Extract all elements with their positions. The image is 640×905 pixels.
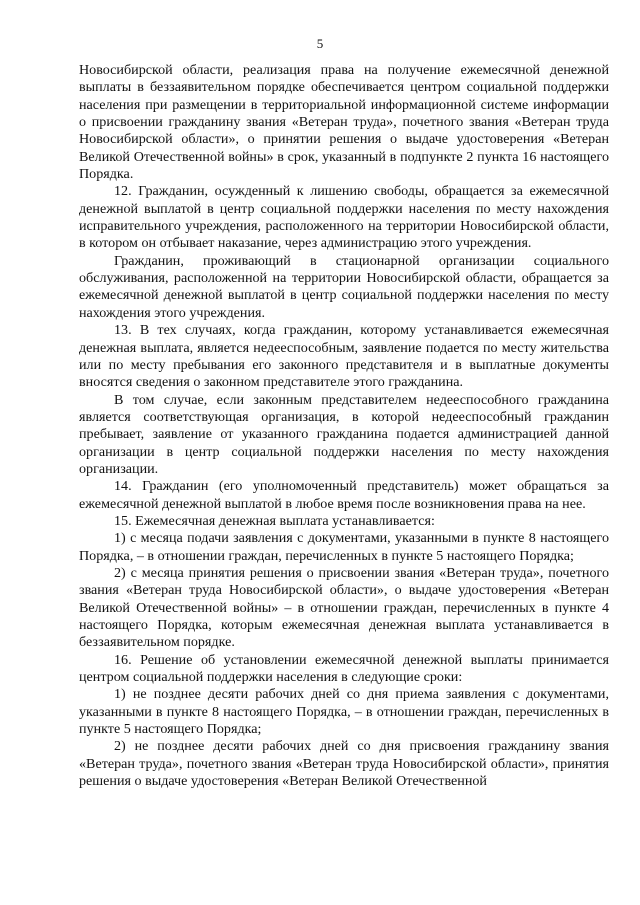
paragraph-item-16-2: 2) не позднее десяти рабочих дней со дня присвоения гражданину звания «Ветеран труда», почетного звания «Ветеран труда Новосибирской области», принятия решения о выдаче удостоверения «Ветеран Великой Отечественной	[79, 738, 609, 790]
paragraph-item-12-residential: Гражданин, проживающий в стационарной организации социального обслуживания, расположенной на территории Новосибирской области, обращается за ежемесячной денежной выплатой в центр социальной поддержки населения по месту нахождения этого учреждения.	[79, 252, 609, 321]
paragraph-continuation: Новосибирской области, реализация права на получение ежемесячной денежной выплаты в беззаявительном порядке обеспечивается центром социальной поддержки населения при размещении в территориальной информационной системе информации о присвоении гражданину звания «Ветеран труда», почетного звания «Ветеран труда Новосибирской области», о принятии решения о выдаче удостоверения «Ветеран Великой Отечественной войны» в срок, указанный в подпункте 2 пункта 16 настоящего Порядка.	[79, 62, 609, 183]
page-number: 5	[316, 36, 324, 51]
paragraph-item-14: 14. Гражданин (его уполномоченный представитель) может обращаться за ежемесячной денежной выплатой в любое время после возникновения права на нее.	[79, 478, 609, 512]
paragraph-item-15-2: 2) с месяца принятия решения о присвоении звания «Ветеран труда», почетного звания «Ветеран труда Новосибирской области», о выдаче удостоверения «Ветеран Великой Отечественной войны» – в отношении граждан, перечисленных в пункте 4 настоящего Порядка, которым ежемесячная денежная выплата устанавливается в беззаявительном порядке.	[79, 564, 609, 651]
paragraph-item-13-organization: В том случае, если законным представителем недееспособного гражданина является соответствующая организация, в которой недееспособный гражданин пребывает, заявление от указанного гражданина подается администрацией данной организации в центр социальной поддержки населения по месту нахождения организации.	[79, 391, 609, 477]
document-body	[79, 62, 609, 790]
paragraph-item-15-1: 1) с месяца подачи заявления с документами, указанными в пункте 8 настоящего Порядка, – в отношении граждан, перечисленных в пункте 5 настоящего Порядка;	[79, 530, 609, 564]
paragraph-item-16-1: 1) не позднее десяти рабочих дней со дня приема заявления с документами, указанными в пункте 8 настоящего Порядка, – в отношении граждан, перечисленных в пункте 5 настоящего Порядка;	[79, 686, 609, 738]
paragraph-item-13: 13. В тех случаях, когда гражданин, которому устанавливается ежемесячная денежная выплата, является недееспособным, заявление подается по месту жительства или по месту пребывания его законного представителя и в выплатные документы вносятся сведения о законном представителе этого гражданина.	[79, 322, 609, 391]
paragraph-item-16: 16. Решение об установлении ежемесячной денежной выплаты принимается центром социальной поддержки населения в следующие сроки:	[79, 651, 609, 686]
paragraph-item-12: 12. Гражданин, осужденный к лишению свободы, обращается за ежемесячной денежной выплатой в центр социальной поддержки населения по месту нахождения исправительного учреждения, расположенного на территории Новосибирской области, в котором он отбывает наказание, через администрацию этого учреждения.	[79, 183, 609, 252]
paragraph-item-15: 15. Ежемесячная денежная выплата устанавливается:	[114, 512, 435, 529]
